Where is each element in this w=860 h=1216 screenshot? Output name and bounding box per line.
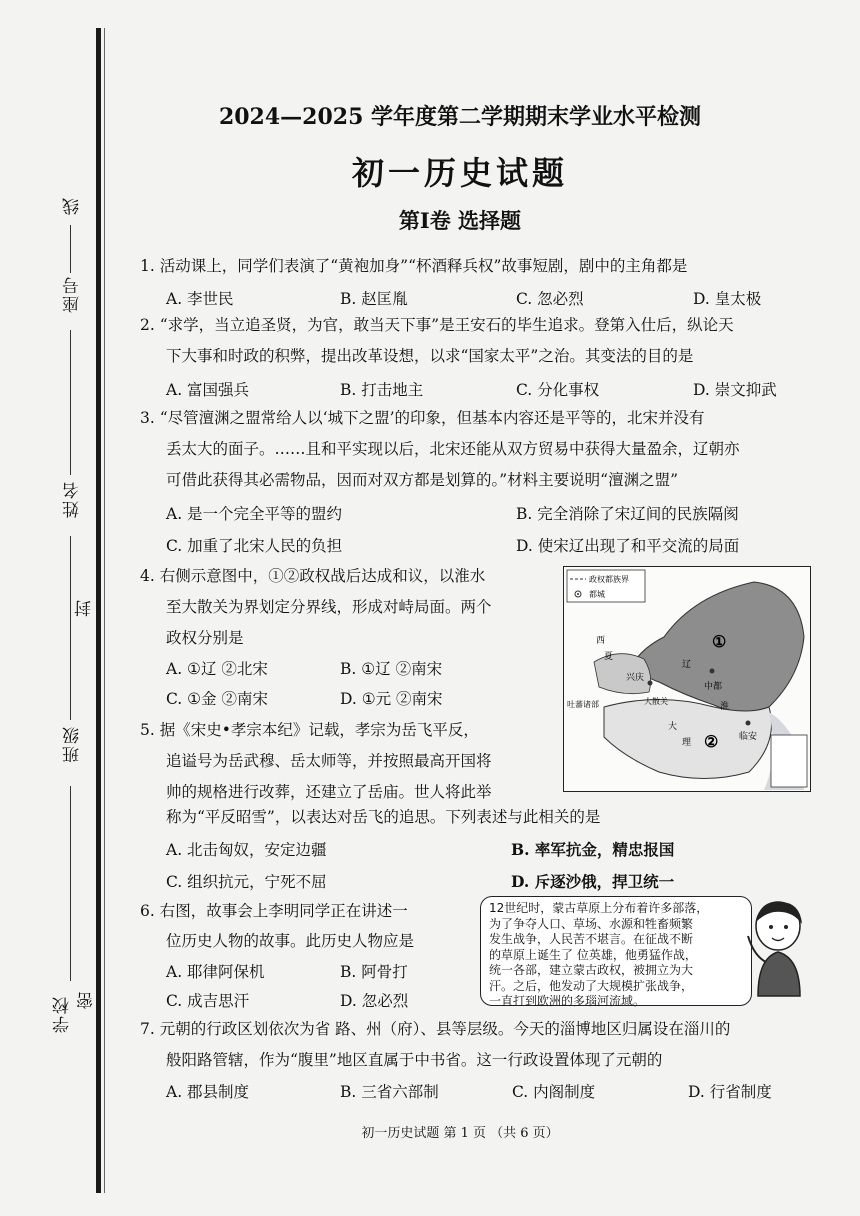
q1-option-b: B. 赵匡胤 <box>340 290 408 308</box>
q1-option-a: A. 李世民 <box>166 290 234 308</box>
xingqing-capital-dot <box>648 681 653 686</box>
question-2-stem-line1: 2. “求学，当立追圣贤，为官，敢当天下事”是王安石的毕生追求。登第入仕后，纵论天 <box>140 316 734 334</box>
q3-option-c: C. 加重了北宋人民的负担 <box>166 537 343 555</box>
q6-option-a: A. 耶律阿保机 <box>166 963 265 981</box>
question-7-stem-line2: 般阳路管辖，作为“腹里”地区直属于中书省。这一行政设置体现了元朝的 <box>166 1051 663 1069</box>
question-4-stem-line2: 至大散关为界划定分界线，形成对峙局面。两个 <box>166 598 492 616</box>
map-label-region-1: ① <box>712 632 727 651</box>
page-footer: 初一历史试题 第 1 页 （共 6 页） <box>361 1126 559 1141</box>
question-4-stem-line3: 政权分别是 <box>166 629 244 647</box>
q2-option-a: A. 富国强兵 <box>166 381 250 399</box>
speech-line: 为了争夺人口、草场、水源和牲畜频繁 <box>489 916 694 931</box>
speech-line: 一直打到欧洲的多瑙河流域。 <box>489 994 646 1008</box>
student-cartoon-icon <box>744 896 810 1000</box>
exam-subject-title: 初一历史试题 <box>351 154 568 192</box>
q1-option-c: C. 忽必烈 <box>516 290 584 308</box>
question-6-stem-line1: 6. 右图，故事会上李明同学正在讲述一 <box>140 902 408 920</box>
question-7-stem-line1: 7. 元朝的行政区划依次为省 路、州（府）、县等层级。今天的淄博地区归属设在淄川的 <box>140 1020 731 1038</box>
q6-option-c: C. 成吉思汗 <box>166 992 250 1010</box>
side-label-zuohao: 座号 <box>63 275 83 313</box>
q4-option-b: B. ①辽 ②南宋 <box>340 660 443 678</box>
speech-line: 汗。之后，他发动了大规模扩张战争， <box>489 978 694 993</box>
q4-option-c: C. ①金 ②南宋 <box>166 690 268 708</box>
map-label-da: 大 <box>668 722 678 732</box>
q7-option-b: B. 三省六部制 <box>340 1083 439 1101</box>
side-label-xian: 线 <box>63 196 83 215</box>
map-label-xingqing: 兴庆 <box>626 673 645 683</box>
map-label-zhongdu: 中都 <box>704 682 723 692</box>
q2-option-d: D. 崇文抑武 <box>693 381 777 399</box>
q2-option-b: B. 打击地主 <box>340 381 424 399</box>
q6-option-d: D. 忽必烈 <box>340 992 409 1010</box>
banji-underline <box>70 536 71 720</box>
question-4-stem-line1: 4. 右侧示意图中，①②政权战后达成和议，以淮水 <box>140 567 486 585</box>
q6-option-b: B. 阿骨打 <box>340 963 408 981</box>
map-label-tubo: 吐蕃诸部 <box>567 700 599 709</box>
q4-option-d: D. ①元 ②南宋 <box>340 690 443 708</box>
question-6-stem-line2: 位历史人物的故事。此历史人物应是 <box>166 932 415 950</box>
side-label-xingming: 姓名 <box>63 480 83 518</box>
map-label-li: 理 <box>682 738 692 748</box>
q3-option-a: A. 是一个完全平等的盟约 <box>166 505 343 523</box>
map-figure <box>564 567 809 790</box>
side-label-xuexiao: 学校 <box>53 995 73 1033</box>
map-label-xi: 西 <box>596 636 606 646</box>
speech-line: 的草原上诞生了 位英雄，他勇猛作战， <box>489 947 697 962</box>
q7-option-d: D. 行省制度 <box>688 1083 772 1101</box>
map-label-region-2: ② <box>704 732 719 751</box>
question-5-stem-line4: 称为“平反昭雪”，以表达对岳飞的追思。下列表述与此相关的是 <box>166 808 601 826</box>
question-5-stem-line1: 5. 据《宋史•孝宗本纪》记载，孝宗为岳飞平反， <box>140 721 479 739</box>
map-inset-box <box>771 735 807 787</box>
question-5-stem-line3: 帅的规格进行改葬，还建立了岳庙。世人将此举 <box>166 783 492 801</box>
q7-option-a: A. 郡县制度 <box>166 1083 250 1101</box>
question-2-stem-line2: 下大事和时政的积弊，提出改革设想，以求“国家太平”之治。其变法的目的是 <box>166 347 694 365</box>
q5-option-b: B. 率军抗金，精忠报国 <box>511 840 675 859</box>
side-label-feng: 封 <box>75 598 95 617</box>
map-label-dasanguan: 大散关 <box>644 697 668 706</box>
q3-option-b: B. 完全消除了宋辽间的民族隔阂 <box>516 505 739 523</box>
xingming-underline <box>70 330 71 475</box>
q2-option-c: C. 分化事权 <box>516 381 600 399</box>
question-3-stem-line3: 可借此获得其必需物品，因而对双方都是划算的。”材料主要说明“澶渊之盟” <box>166 471 679 489</box>
question-5-stem-line2: 追谥号为岳武穆、岳太师等，并按照最高开国将 <box>166 752 492 770</box>
song-jin-map <box>563 566 811 792</box>
map-label-linan: 临安 <box>739 732 758 742</box>
question-3-stem-line1: 3. “尽管澶渊之盟常给人以‘城下之盟’的印象，但基本内容还是平等的，北宋并没有 <box>140 409 705 427</box>
linan-capital-dot <box>746 721 751 726</box>
map-label-xia: 夏 <box>604 652 614 662</box>
legend-capital-label: 都城 <box>589 590 605 599</box>
story-speech-box <box>480 896 752 1006</box>
map-label-huai: 淮 <box>720 702 730 712</box>
q1-option-d: D. 皇太极 <box>693 290 762 308</box>
legend-border-label: 政权都族界 <box>589 575 629 584</box>
side-label-banji: 班级 <box>63 725 83 763</box>
speech-line: 统一各部，建立蒙古政权，被拥立为大 <box>489 963 694 977</box>
q5-option-c: C. 组织抗元，宁死不屈 <box>166 873 327 891</box>
side-label-mi: 密 <box>77 990 97 1009</box>
q5-option-d: D. 斥逐沙俄，捍卫统一 <box>511 872 675 891</box>
question-3-stem-line2: 丢太大的面子。……且和平实现以后，北宋还能从双方贸易中获得大量盈余，辽朝亦 <box>166 440 740 458</box>
q3-option-d: D. 使宋辽出现了和平交流的局面 <box>516 537 740 555</box>
xuexiao-underline <box>70 786 71 981</box>
q4-option-a: A. ①辽 ②北宋 <box>166 660 268 678</box>
q7-option-c: C. 内阁制度 <box>512 1083 596 1101</box>
question-1-stem: 1. 活动课上，同学们表演了“黄袍加身”“杯酒释兵权”故事短剧，剧中的主角都是 <box>140 257 688 275</box>
zhongdu-capital-dot <box>710 669 715 674</box>
exam-title: 2024—2025 学年度第二学期期末学业水平检测 <box>218 104 702 130</box>
q5-option-a: A. 北击匈奴，安定边疆 <box>166 841 327 859</box>
speech-line: 发生战争，人民苦不堪言。在征战不断 <box>489 932 694 946</box>
section-title: 第Ⅰ卷 选择题 <box>398 208 522 233</box>
binding-line-thin <box>104 28 105 1193</box>
map-label-liao: 辽 <box>682 660 692 670</box>
speech-line: 12世纪时，蒙古草原上分布着许多部落， <box>489 901 709 915</box>
